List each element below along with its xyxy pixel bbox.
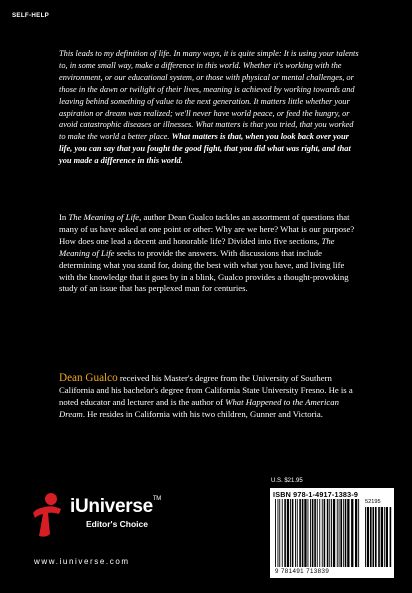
person-figure-icon <box>30 492 66 540</box>
barcode-bar <box>331 499 332 567</box>
barcode-bar <box>299 499 301 567</box>
barcode-bar <box>343 499 344 567</box>
barcode-bar <box>367 507 369 567</box>
barcode-bar <box>370 507 372 567</box>
category-label: SELF-HELP <box>12 12 50 19</box>
publisher-name <box>70 496 161 518</box>
barcode-bar <box>279 499 280 567</box>
barcode-bar <box>355 499 357 567</box>
barcode-bar <box>329 499 330 567</box>
barcode-bar <box>324 499 326 567</box>
barcode-bar <box>375 507 377 567</box>
barcode-bar <box>290 499 291 567</box>
barcode-bar <box>314 499 316 567</box>
publisher-imprint: Editor's Choice <box>86 519 149 529</box>
trademark-mark: TM <box>152 496 161 502</box>
barcode-bar <box>297 499 298 567</box>
author-name: Dean Gualco <box>59 372 118 384</box>
barcode-bar <box>351 499 353 567</box>
barcode-bar <box>333 499 335 567</box>
barcode-bar <box>295 499 296 567</box>
synopsis-text-1: In <box>59 212 69 222</box>
barcode <box>270 488 394 578</box>
publisher-wordmark: iUniverse <box>70 496 153 517</box>
barcode-bar <box>308 499 309 567</box>
book-synopsis <box>59 212 357 295</box>
author-bio <box>59 373 357 421</box>
barcode-bar <box>390 507 392 567</box>
bio-text-1: received his Master's degree from the University of Southern California and his bachelor's degree from California State University Fresno. He is a noted educator and lecturer and is the author of <box>59 373 353 407</box>
barcode-bar <box>386 507 388 567</box>
synopsis-text-3: seeks to provide the answers. With discussions that include determining what you stand for, doing the best with what you have, and living life with the knowledge that it goes by in a blink, Gualco provides a thought-provoking study of an issue that has perplexed man for centuries. <box>59 247 349 294</box>
barcode-bar <box>373 507 375 567</box>
isbn-text: ISBN 978-1-4917-1383-9 <box>273 490 359 499</box>
barcode-bar <box>282 499 283 567</box>
barcode-bar <box>284 499 286 567</box>
barcode-bar <box>317 499 318 567</box>
barcode-bar <box>304 499 306 567</box>
price-addon-digits: 52195 <box>365 499 381 505</box>
publisher-logo <box>26 490 186 550</box>
barcode-bar <box>345 499 347 567</box>
barcode-bar <box>319 499 320 567</box>
barcode-bar <box>302 499 304 567</box>
barcode-bar <box>384 507 385 567</box>
barcode-bar <box>327 499 329 567</box>
barcode-bar <box>365 507 366 567</box>
synopsis-text-2: , author Dean Gualco tackles an assortment of questions that many of us have asked at one point or other: Why are we here? What is our purpose? How does one lead a decent and honorable life? Divided into five sections, <box>59 212 355 246</box>
bio-text-2: . He resides in California with his two children, Gunner and Victoria. <box>82 408 323 419</box>
barcode-bar <box>340 499 342 567</box>
barcode-bar <box>322 499 323 567</box>
barcode-bar <box>381 507 383 567</box>
quote-emphasis: What matters is that, when you look back over your life, you can say that you fought the good fight, that you did what was right, and that you made a difference in this world. <box>59 132 351 166</box>
price-label: U.S. $21.95 <box>271 478 303 484</box>
barcode-number: 9 781491 713839 <box>275 568 330 575</box>
publisher-website: www.iuniverse.com <box>34 557 130 566</box>
barcode-bar <box>312 499 314 567</box>
barcode-bar <box>347 499 349 567</box>
book-title-repeat: The Meaning of Life <box>59 235 335 258</box>
barcode-bars <box>274 499 392 569</box>
barcode-bar <box>292 499 294 567</box>
barcode-bar <box>358 499 359 567</box>
barcode-bar <box>339 499 340 567</box>
quote-text: This leads to my definition of life. In many ways, it is quite simple: It is using your talents to, in some small way, make a difference in this world. Whether it's working with the environment, or our educational system, or those with physical or mental challenges, or those in the dawn or twilight of their lives, meaning is achieved by working towards and leaving behind something of value to the next generation. It matters little whether your aspiration or dream was realized; we'll never have world peace, or feed the hungry, or avoid catastrophic diseases or illnesses. What matters is that you tried, that you worked to make the world a better place. <box>59 49 359 142</box>
other-book-title: What Happened to the American Dream <box>59 396 339 419</box>
barcode-bar <box>275 499 276 567</box>
barcode-bar <box>337 499 338 567</box>
barcode-bar <box>278 499 279 567</box>
pull-quote <box>59 48 359 167</box>
barcode-bar <box>378 507 380 567</box>
book-title: The Meaning of Life <box>68 212 140 222</box>
barcode-bar <box>287 499 289 567</box>
barcode-bar <box>310 499 311 567</box>
